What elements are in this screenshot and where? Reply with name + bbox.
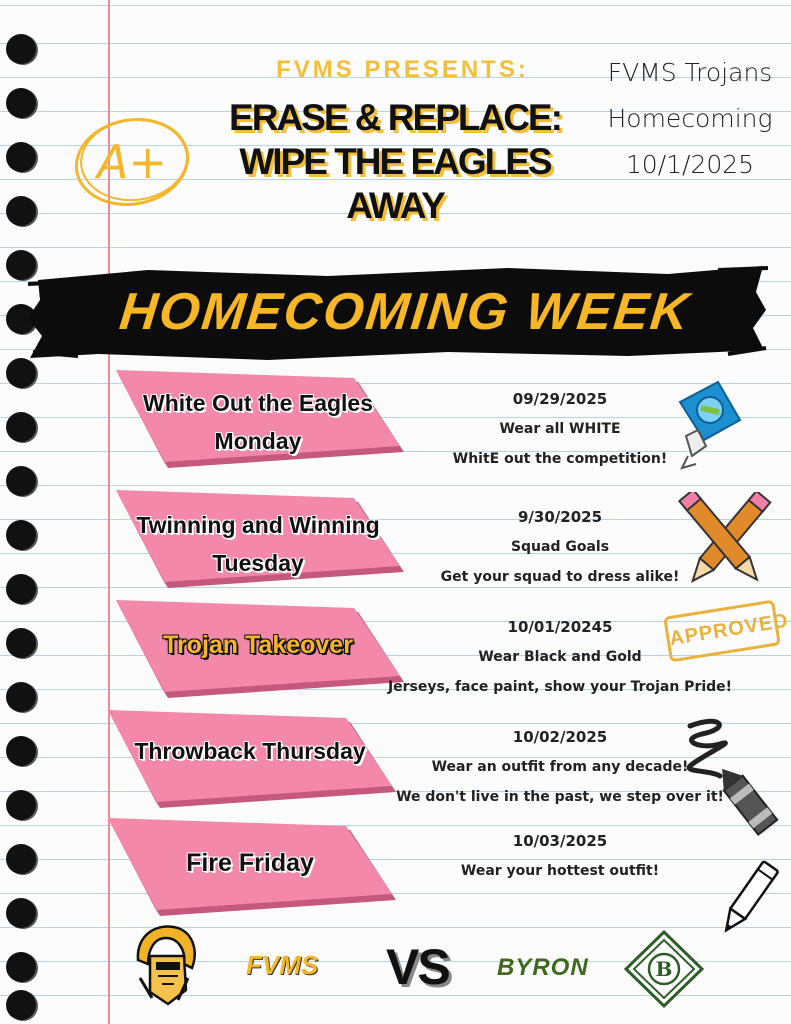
pencil-icon bbox=[720, 856, 780, 940]
crossed-pencils-icon bbox=[672, 492, 776, 592]
day-label bbox=[100, 732, 400, 770]
binder-hole bbox=[6, 520, 36, 550]
eraser-tuesday bbox=[108, 488, 408, 593]
binder-hole bbox=[6, 736, 36, 766]
day-label-line: Trojan Takeover bbox=[163, 631, 353, 659]
day-date: 10/02/2025 bbox=[512, 728, 608, 746]
day-date: 9/30/2025 bbox=[517, 508, 603, 526]
binder-hole bbox=[6, 412, 36, 442]
eraser-thursday bbox=[100, 708, 400, 813]
day-line: Squad Goals bbox=[510, 539, 610, 555]
approved-stamp-icon: APPROVED bbox=[663, 600, 781, 663]
headline-line: AWAY bbox=[346, 185, 444, 226]
day-label bbox=[108, 626, 408, 664]
day-label-line: Throwback Thursday bbox=[134, 738, 366, 764]
eraser-friday bbox=[100, 816, 400, 921]
binder-hole bbox=[6, 466, 36, 496]
day-label bbox=[108, 506, 408, 582]
white-out-pen-icon bbox=[668, 372, 748, 477]
binder-hole bbox=[6, 990, 36, 1020]
day-line: WhitE out the competition! bbox=[452, 451, 668, 467]
day-info-friday bbox=[395, 826, 725, 886]
presents-label: FVMS PRESENTS: bbox=[276, 56, 529, 83]
eraser-monday bbox=[108, 368, 408, 473]
day-line: Wear Black and Gold bbox=[478, 649, 642, 665]
byron-logo-letter: B bbox=[655, 957, 673, 981]
byron-b-logo-icon bbox=[624, 930, 704, 1008]
day-date: 09/29/2025 bbox=[512, 390, 608, 408]
day-label bbox=[100, 844, 400, 882]
day-label-line: Monday bbox=[214, 428, 302, 454]
binder-hole bbox=[6, 196, 36, 226]
day-label bbox=[108, 384, 408, 460]
binder-hole bbox=[6, 628, 36, 658]
binder-hole bbox=[6, 844, 36, 874]
crayon-scribble-icon bbox=[680, 714, 780, 839]
day-date: 10/01/20245 bbox=[507, 618, 613, 636]
day-label-line: Fire Friday bbox=[186, 849, 314, 877]
headline-line: WIPE THE EAGLES bbox=[239, 141, 551, 182]
headline-line: ERASE & REPLACE: bbox=[229, 97, 561, 138]
a-plus-grade-icon bbox=[70, 112, 198, 212]
binder-hole bbox=[6, 898, 36, 928]
day-label-line: Tuesday bbox=[212, 550, 304, 576]
day-line: Wear your hottest outfit! bbox=[460, 863, 660, 879]
trojan-mascot-logo-icon bbox=[128, 920, 202, 1010]
day-date: 10/03/2025 bbox=[512, 832, 608, 850]
school-name: FVMS Trojans bbox=[607, 58, 773, 87]
binder-hole bbox=[6, 34, 36, 64]
binder-hole bbox=[6, 358, 36, 388]
binder-hole bbox=[6, 142, 36, 172]
day-line: Wear an outfit from any decade! bbox=[431, 759, 689, 775]
event-name: Homecoming bbox=[607, 104, 773, 133]
versus-label: VS bbox=[386, 939, 449, 995]
headline bbox=[210, 96, 580, 228]
day-label-line: White Out the Eagles bbox=[142, 390, 374, 416]
away-team-label: BYRON bbox=[497, 954, 589, 981]
day-label-line: Twinning and Winning bbox=[136, 512, 380, 538]
binder-hole bbox=[6, 952, 36, 982]
day-line: Get your squad to dress alike! bbox=[440, 569, 680, 585]
day-info-thursday bbox=[395, 722, 725, 812]
day-line: We don't live in the past, we step over it! bbox=[396, 789, 724, 805]
binder-hole bbox=[6, 88, 36, 118]
handwritten-event-info bbox=[595, 50, 785, 188]
day-line: Jerseys, face paint, show your Trojan Pride! bbox=[387, 679, 733, 695]
binder-hole bbox=[6, 790, 36, 820]
day-line: Wear all WHITE bbox=[499, 421, 621, 437]
binder-hole bbox=[6, 682, 36, 712]
a-plus-text: A+ bbox=[96, 135, 168, 189]
event-date: 10/1/2025 bbox=[625, 150, 755, 179]
homecoming-week-title: HOMECOMING WEEK bbox=[116, 283, 694, 341]
eraser-wednesday bbox=[108, 598, 408, 703]
binder-hole bbox=[6, 574, 36, 604]
spiral-holes bbox=[0, 30, 40, 1020]
home-team-label: FVMS bbox=[246, 950, 319, 980]
